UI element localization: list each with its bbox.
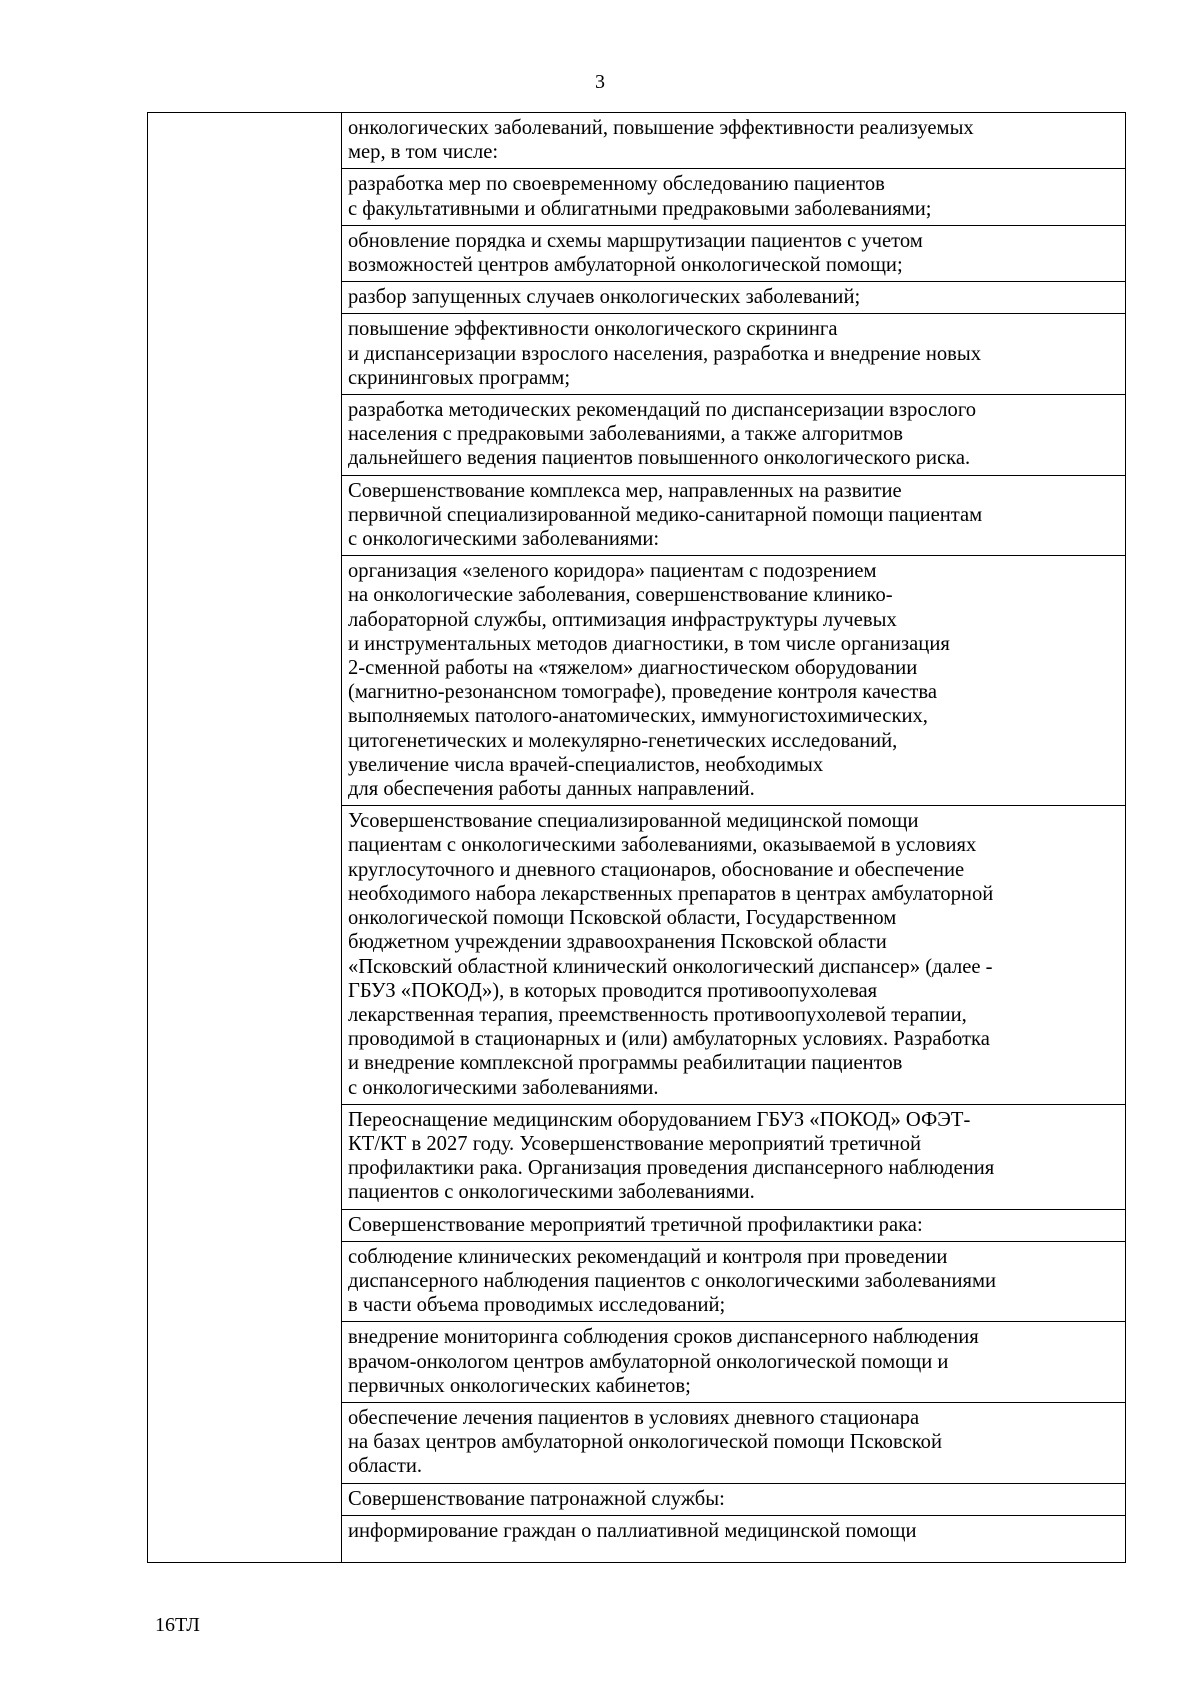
footer-document-code: 16ТЛ xyxy=(155,1614,200,1636)
table-right-column xyxy=(342,113,1125,1562)
document-table xyxy=(147,112,1126,1563)
table-paragraph: внедрение мониторинга соблюдения сроков диспансерного наблюдения врачом-онкологом центров амбулаторной онкологической помощи и первичных онкологических кабинетов; xyxy=(342,1322,1125,1403)
table-paragraph: онкологических заболеваний, повышение эффективности реализуемых мер, в том числе: xyxy=(342,113,1125,169)
table-paragraph: обеспечение лечения пациентов в условиях дневного стационара на базах центров амбулаторной онкологической помощи Псковской области. xyxy=(342,1403,1125,1484)
table-paragraph: Совершенствование комплекса мер, направленных на развитие первичной специализированной медико-санитарной помощи пациентам с онкологическими заболеваниями: xyxy=(342,476,1125,557)
table-paragraph: организация «зеленого коридора» пациентам с подозрением на онкологические заболевания, совершенствование клинико- лабораторной службы, оптимизация инфраструктуры лучевых и инструментальных методов диагностики, в том числе организация 2-сменной работы на «тяжелом» диагностическом оборудовании (магнитно-резонансном томографе), проведение контроля качества выполняемых патолого-анатомических, иммуногистохимических, цитогенетических и молекулярно-генетических исследований, увеличение числа врачей-специалистов, необходимых для обеспечения работы данных направлений. xyxy=(342,556,1125,806)
table-paragraph: разработка методических рекомендаций по диспансеризации взрослого населения с предраковыми заболеваниями, а также алгоритмов дальнейшего ведения пациентов повышенного онкологического риска. xyxy=(342,395,1125,476)
page-number: 3 xyxy=(595,71,605,93)
table-paragraph: обновление порядка и схемы маршрутизации пациентов с учетом возможностей центров амбулаторной онкологической помощи; xyxy=(342,226,1125,282)
table-paragraph: информирование граждан о паллиативной медицинской помощи xyxy=(348,1519,917,1542)
table-paragraph: разработка мер по своевременному обследованию пациентов с факультативными и облигатными предраковыми заболеваниями; xyxy=(342,169,1125,225)
table-paragraph: Совершенствование патронажной службы: xyxy=(342,1484,1125,1516)
table-left-column xyxy=(148,113,342,1562)
table-paragraph: соблюдение клинических рекомендаций и контроля при проведении диспансерного наблюдения пациентов с онкологическими заболеваниями в части объема проводимых исследований; xyxy=(342,1242,1125,1323)
table-paragraph: Совершенствование мероприятий третичной профилактики рака: xyxy=(342,1210,1125,1242)
table-paragraph: повышение эффективности онкологического скрининга и диспансеризации взрослого населения, разработка и внедрение новых скрининговых программ; xyxy=(342,314,1125,395)
table-paragraph: Переоснащение медицинским оборудованием ГБУЗ «ПОКОД» ОФЭТ- КТ/КТ в 2027 году. Усовершенствование мероприятий третичной профилактики рака. Организация проведения диспансерного наблюдения пациентов с онкологическими заболеваниями. xyxy=(342,1105,1125,1210)
table-paragraph: Усовершенствование специализированной медицинской помощи пациентам с онкологическими заболеваниями, оказываемой в условиях круглосуточного и дневного стационаров, обоснование и обеспечение необходимого набора лекарственных препаратов в центрах амбулаторной онкологической помощи Псковской области, Государственном бюджетном учреждении здравоохранения Псковской области «Псковский областной клинический онкологический диспансер» (далее - ГБУЗ «ПОКОД»), в которых проводится противоопухолевая лекарственная терапия, преемственность противоопухолевой терапии, проводимой в стационарных и (или) амбулаторных условиях. Разработка и внедрение комплексной программы реабилитации пациентов с онкологическими заболеваниями. xyxy=(342,806,1125,1104)
table-paragraph: разбор запущенных случаев онкологических заболеваний; xyxy=(342,282,1125,314)
